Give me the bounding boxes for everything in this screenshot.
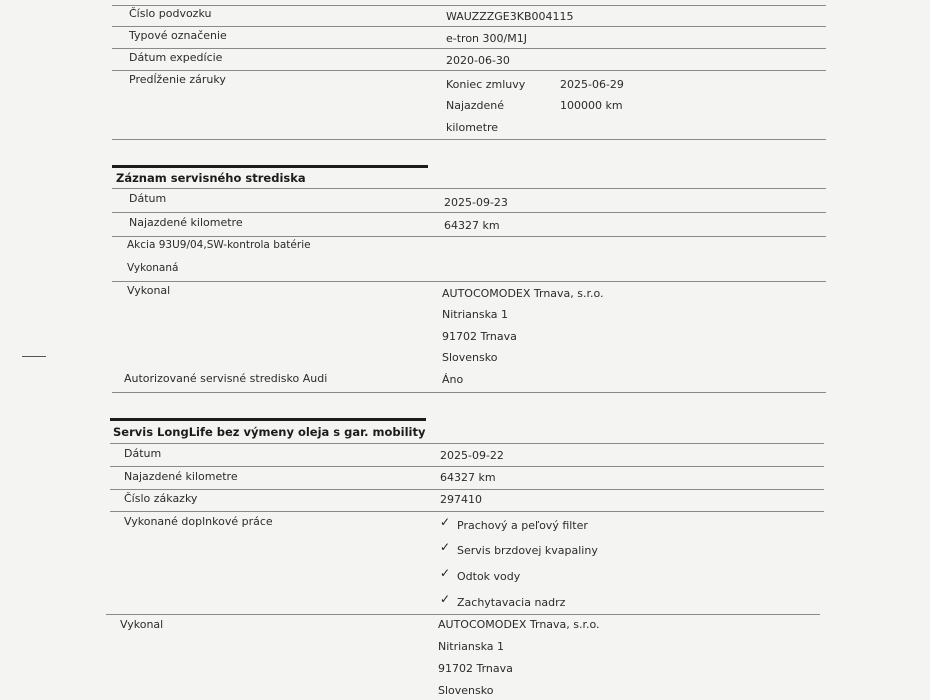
service-dealer-street: Nitrianska 1 xyxy=(442,308,509,321)
divider xyxy=(112,139,826,140)
longlife-dealer-street: Nitrianska 1 xyxy=(438,640,505,653)
extra-work-item: Odtok vody xyxy=(457,570,521,583)
warranty-km-label-1: Najazdené xyxy=(446,99,505,112)
service-date-value: 2025-09-23 xyxy=(444,196,508,209)
longlife-performed-label: Vykonal xyxy=(120,618,164,631)
check-icon: ✓ xyxy=(440,592,451,606)
service-dealer-name: AUTOCOMODEX Trnava, s.r.o. xyxy=(442,287,604,300)
longlife-dealer-city: 91702 Trnava xyxy=(438,662,513,675)
warranty-km-label-2: kilometre xyxy=(446,121,499,134)
extra-work-item: Zachytavacia nadrz xyxy=(457,596,566,609)
divider xyxy=(112,188,826,189)
service-dealer-city: 91702 Trnava xyxy=(442,330,517,343)
divider xyxy=(106,614,820,615)
longlife-dealer-name: AUTOCOMODEX Trnava, s.r.o. xyxy=(438,618,600,631)
vin-value: WAUZZZGE3KB004115 xyxy=(446,10,574,23)
divider xyxy=(112,392,826,393)
service-km-value: 64327 km xyxy=(444,219,500,232)
divider xyxy=(112,281,826,282)
service-dealer-country: Slovensko xyxy=(442,351,498,364)
section-rule xyxy=(110,418,426,421)
service-date-label: Dátum xyxy=(129,192,167,205)
service-performed-label: Vykonal xyxy=(127,284,171,297)
longlife-date-value: 2025-09-22 xyxy=(440,449,504,462)
divider xyxy=(110,511,824,512)
divider xyxy=(112,70,826,71)
extra-work-item: Servis brzdovej kvapaliny xyxy=(457,544,598,557)
divider xyxy=(112,212,826,213)
authorized-label: Autorizované servisné stredisko Audi xyxy=(124,372,328,385)
divider xyxy=(110,443,824,444)
warranty-end-label: Koniec zmluvy xyxy=(446,78,526,91)
divider xyxy=(110,489,824,490)
divider xyxy=(112,26,826,27)
type-value: e-tron 300/M1J xyxy=(446,32,527,45)
extra-work-item: Prachový a peľový filter xyxy=(457,519,588,532)
section-rule xyxy=(112,165,428,168)
expedition-date-value: 2020-06-30 xyxy=(446,54,510,67)
type-label: Typové označenie xyxy=(129,29,227,42)
margin-mark xyxy=(22,356,46,357)
check-icon: ✓ xyxy=(440,515,451,529)
divider xyxy=(110,466,824,467)
extra-work-label: Vykonané doplnkové práce xyxy=(124,515,273,528)
longlife-title: Servis LongLife bez výmeny oleja s gar. mobility xyxy=(113,425,426,439)
longlife-km-value: 64327 km xyxy=(440,471,496,484)
warranty-end-value: 2025-06-29 xyxy=(560,78,624,91)
order-number-label: Číslo zákazky xyxy=(124,492,198,505)
order-number-value: 297410 xyxy=(440,493,482,506)
divider xyxy=(112,5,826,6)
check-icon: ✓ xyxy=(440,540,451,554)
service-done-label: Vykonaná xyxy=(127,262,179,274)
warranty-km-value: 100000 km xyxy=(560,99,623,112)
authorized-value: Áno xyxy=(442,373,464,386)
divider xyxy=(112,48,826,49)
longlife-km-label: Najazdené kilometre xyxy=(124,470,238,483)
warranty-extension-label: Predĺženie záruky xyxy=(129,73,226,86)
service-action-line: Akcia 93U9/04,SW-kontrola batérie xyxy=(127,239,311,251)
longlife-date-label: Dátum xyxy=(124,447,162,460)
longlife-dealer-country: Slovensko xyxy=(438,684,494,697)
divider xyxy=(112,236,826,237)
service-km-label: Najazdené kilometre xyxy=(129,216,243,229)
expedition-date-label: Dátum expedície xyxy=(129,51,223,64)
vin-label: Číslo podvozku xyxy=(129,7,212,20)
service-record-title: Záznam servisného strediska xyxy=(116,171,306,185)
check-icon: ✓ xyxy=(440,566,451,580)
